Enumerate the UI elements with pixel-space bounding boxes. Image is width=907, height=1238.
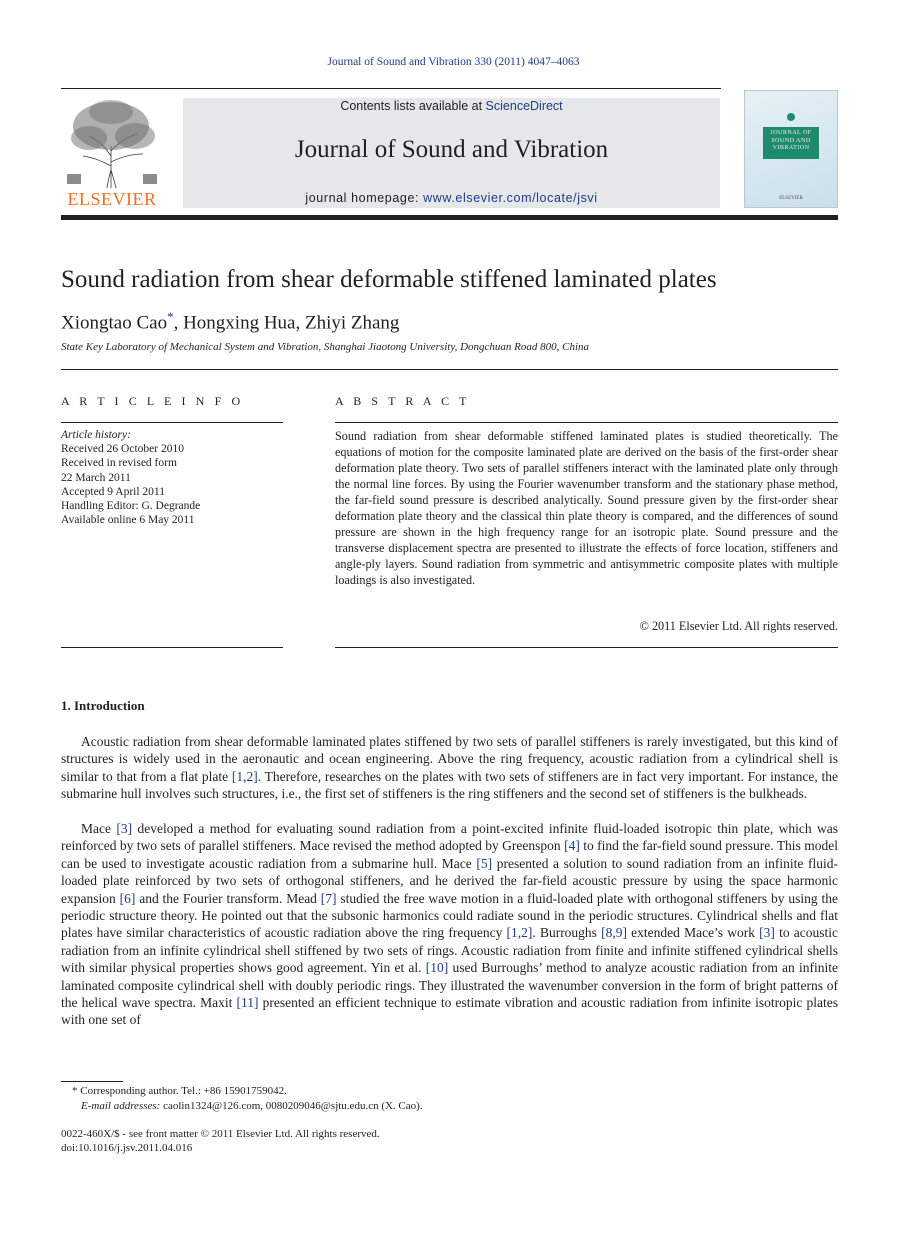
author-name[interactable]: Xiongtao Cao [61, 312, 168, 334]
author-list [61, 309, 399, 334]
intro-paragraph-1 [61, 733, 838, 803]
header-rule [61, 88, 721, 89]
history-entry: Handling Editor: G. Degrande [61, 500, 201, 513]
doi-line[interactable]: doi:10.1016/j.jsv.2011.04.016 [61, 1142, 193, 1154]
text-run: to find the far-field sound pressure. This model can be used to investigate acoustic radiation from a submarine hull. Mace [61, 838, 838, 871]
publication-notes [61, 1127, 380, 1155]
journal-cover-thumbnail[interactable] [744, 90, 838, 208]
journal-title: Journal of Sound and Vibration [294, 136, 609, 163]
footnote-rule [61, 1081, 123, 1082]
journal-citation[interactable]: Journal of Sound and Vibration 330 (2011) 4047–4063 [327, 56, 580, 68]
text-run: used Burroughs’ method to analyze acoustic radiation from an infinite laminated composite cylindrical shell with doubly periodic rings. They illustrated the wavenumber conversion in the form of bright patterns of the helical wave spectra. Maxit [61, 960, 838, 1011]
citation-link[interactable]: [1,2] [506, 925, 533, 941]
citation-link[interactable]: [1,2] [231, 768, 258, 784]
text-run: Acoustic radiation from shear deformable laminated plates stiffened by two sets of parallel stiffeners is rarely investigated, but this kind of structures is widely used in the aeronautic and ocean engineering. Above the ring frequency, acoustic radiation from a cylindrical shell is similar to that from a flat plate [61, 734, 838, 784]
author-affiliation: State Key Laboratory of Mechanical System and Vibration, Shanghai Jiaotong University, Dongchuan Road 800, China [61, 341, 590, 353]
cover-title-band: JOURNAL OF SOUND AND VIBRATION [763, 127, 819, 159]
citation-link[interactable]: [3] [116, 821, 133, 836]
citation-link[interactable]: [3] [759, 925, 775, 941]
contents-prefix: Contents lists available at [340, 99, 486, 113]
text-run: extended Mace’s work [627, 925, 760, 941]
abstract-rule-bottom [335, 647, 838, 648]
text-run: to acoustic radiation from an infinite cylindrical shell stiffened by two sets of rings. Acoustic radiation from finite and infinite stiffened cylindrical shells with similar physical properties shows good agreement. Yin et al. [61, 925, 839, 976]
homepage-prefix: journal homepage: [305, 191, 424, 205]
text-run: Mace [81, 821, 117, 836]
intro-paragraph-2 [61, 820, 838, 1029]
abstract-heading: A B S T R A C T [335, 394, 471, 408]
text-run: presented an efficient technique to estimate vibration and acoustic radiation from infinite isotropic plates with one set of [61, 995, 838, 1028]
article-info-rule [61, 422, 283, 423]
text-run: . Burroughs [532, 925, 602, 941]
history-entry: Received in revised form [61, 457, 177, 470]
history-entry: Accepted 9 April 2011 [61, 485, 166, 498]
elsevier-wordmark: ELSEVIER [67, 189, 157, 209]
article-title: Sound radiation from shear deformable stiffened laminated plates [61, 266, 717, 293]
issn-line: 0022-460X/$ - see front matter © 2011 Elsevier Ltd. All rights reserved. [61, 1128, 380, 1140]
text-run: and the Fourier transform. Mead [135, 890, 321, 906]
article-info-heading: A R T I C L E I N F O [61, 394, 244, 408]
masthead-thick-rule [61, 215, 838, 220]
text-run: developed a method for evaluating sound radiation from a point-excited infinite fluid-loaded isotropic thin plate, which was reinforced by two sets of parallel stiffeners. Mace revised the method adopted by Greenspon [61, 821, 838, 854]
article-info-rule-bottom [61, 647, 283, 648]
section-heading-introduction: 1. Introduction [61, 698, 145, 713]
cover-publisher-mark: ELSEVIER [779, 196, 803, 201]
journal-homepage-link[interactable]: www.elsevier.com/locate/jsvi [423, 191, 598, 205]
citation-link[interactable]: [4] [564, 838, 580, 854]
corresponding-author-mark[interactable]: * [167, 309, 174, 324]
title-rule [61, 369, 838, 370]
email-addresses[interactable]: caolin1324@126.com, 0080209046@sjtu.edu.cn (X. Cao). [160, 1100, 423, 1112]
email-label: E-mail addresses: [81, 1100, 161, 1112]
co-author-names: , Hongxing Hua, Zhiyi Zhang [173, 312, 400, 334]
cover-emblem-icon [787, 113, 795, 121]
history-entry: Available online 6 May 2011 [61, 514, 195, 527]
abstract-text: Sound radiation from shear deformable stiffened laminated plates is studied theoretically. The equations of motion for the composite laminated plate are derived on the basis of the first-order shear deformation plate theory. Two sets of parallel stiffeners interact with the laminated plate only through the normal line forces. By using the Fourier wavenumber transform and the stationary phase method, the far-field sound pressure is described analytically. Sound pressure given by the first-order shear deformation plate theory and the classical thin plate theory is compared, and the differences of sound pressure are shown in the high frequency range for an isotropic plate. Sound pressure and the transverse displacement spectra are presented to illustrate the effects of force location, stiffeners and angle-ply layers. Sound radiation from symmetric and antisymmetric composite plates with multiple loadings is also investigated. [335, 429, 838, 587]
elsevier-logo[interactable] [61, 96, 163, 210]
text-run: presented a solution to sound radiation from an infinite fluid-loaded plate reinforced by two sets of orthogonal stiffeners, and he derived the far-field acoustic pressure by using the space harmonic expansion [61, 855, 838, 906]
text-run: studied the free wave motion in a fluid-loaded plate with orthogonal stiffeners by using the periodic structure theory. He pointed out that the subsonic harmonics could radiate sound in the periodic structures. Cylindrical shells and flat plates have similar characteristics of acoustic radiation above the ring frequency [61, 890, 838, 941]
text-run: . Therefore, researches on the plates with two sets of stiffeners are in fact very important. For instance, the submarine hull involves such structures, i.e., the first set of stiffeners is the ring stiffeners and the second set of stiffeners is the bulkheads. [61, 768, 838, 802]
corresponding-author-note: * Corresponding author. Tel.: +86 15901759042. [72, 1085, 287, 1097]
article-history [61, 428, 200, 527]
abstract-rule [335, 422, 838, 423]
citation-link[interactable]: [11] [236, 995, 259, 1011]
contents-line [183, 99, 720, 113]
abstract-copyright: © 2011 Elsevier Ltd. All rights reserved. [639, 619, 838, 633]
email-note [61, 1099, 423, 1114]
elsevier-tree-icon [61, 96, 163, 190]
history-label: Article history: [61, 429, 131, 441]
footnotes [61, 1084, 423, 1114]
history-entry: Received 26 October 2010 [61, 443, 184, 456]
citation-link[interactable]: [8,9] [601, 925, 627, 941]
citation-link[interactable]: [5] [476, 855, 493, 871]
sciencedirect-link[interactable]: ScienceDirect [485, 99, 563, 113]
citation-link[interactable]: [10] [425, 960, 449, 976]
history-entry: 22 March 2011 [61, 471, 131, 484]
citation-link[interactable]: [7] [320, 890, 337, 906]
homepage-line [183, 191, 720, 205]
citation-link[interactable]: [6] [119, 890, 136, 906]
